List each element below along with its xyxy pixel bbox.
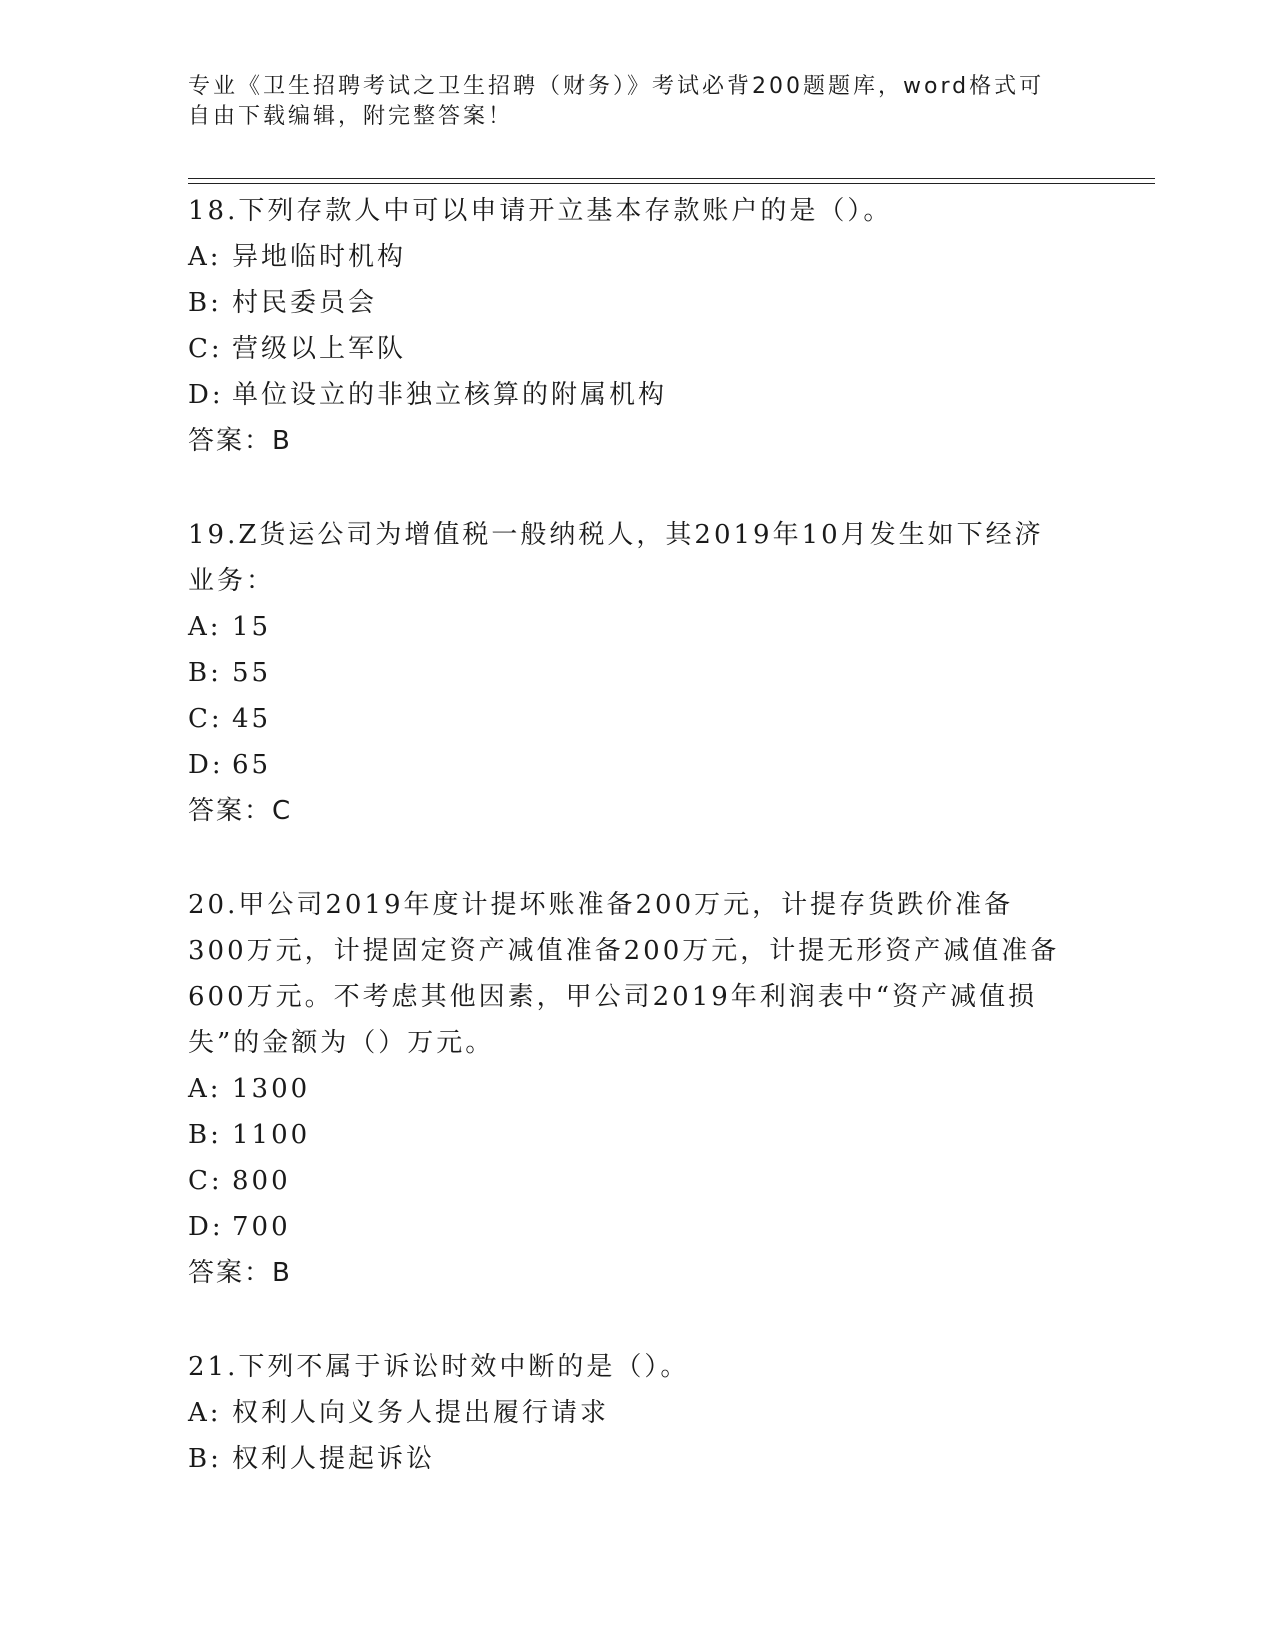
question-stem: 21.下列不属于诉讼时效中断的是（）。 xyxy=(188,1352,690,1382)
option-letter: B: xyxy=(188,288,222,318)
option-a xyxy=(188,1066,1068,1112)
option-c xyxy=(188,696,1068,742)
option-text: 异地临时机构 xyxy=(232,242,407,272)
option-b xyxy=(188,1436,1068,1482)
option-b xyxy=(188,650,1068,696)
document-header: 专业《卫生招聘考试之卫生招聘（财务）》考试必背200题题库，word格式可自由下载编辑，附完整答案！ xyxy=(188,74,1045,129)
option-a xyxy=(188,1390,1068,1436)
option-text: 权利人提起诉讼 xyxy=(232,1444,436,1474)
header-divider-bottom xyxy=(188,183,1155,184)
option-letter: B: xyxy=(188,1120,222,1150)
option-text: 1300 xyxy=(232,1074,311,1104)
option-text: 权利人向义务人提出履行请求 xyxy=(232,1398,610,1428)
option-a xyxy=(188,234,1068,280)
question-21 xyxy=(188,1344,1068,1482)
option-text: 55 xyxy=(232,658,272,688)
option-letter: D: xyxy=(188,750,224,780)
question-stem: 18.下列存款人中可以申请开立基本存款账户的是（）。 xyxy=(188,196,893,226)
option-letter: D: xyxy=(188,1212,224,1242)
answer-label: 答案：B xyxy=(188,1258,292,1288)
option-letter: C: xyxy=(188,334,223,364)
option-c xyxy=(188,1158,1068,1204)
option-letter: B: xyxy=(188,1444,222,1474)
question-20 xyxy=(188,882,1068,1296)
option-b xyxy=(188,280,1068,326)
option-b xyxy=(188,1112,1068,1158)
option-letter: A: xyxy=(188,1074,222,1104)
option-text: 65 xyxy=(232,750,272,780)
option-text: 700 xyxy=(232,1212,291,1242)
option-letter: B: xyxy=(188,658,222,688)
option-letter: A: xyxy=(188,612,222,642)
option-c xyxy=(188,326,1068,372)
option-text: 单位设立的非独立核算的附属机构 xyxy=(232,380,668,410)
option-letter: D: xyxy=(188,380,224,410)
option-text: 15 xyxy=(232,612,272,642)
option-letter: C: xyxy=(188,1166,223,1196)
option-text: 营级以上军队 xyxy=(232,334,407,364)
option-text: 800 xyxy=(232,1166,291,1196)
option-letter: A: xyxy=(188,1398,222,1428)
answer-label: 答案：B xyxy=(188,426,292,456)
question-19 xyxy=(188,512,1068,834)
question-stem: 19.Z货运公司为增值税一般纳税人，其2019年10月发生如下经济业务： xyxy=(188,520,1044,596)
option-d xyxy=(188,372,1068,418)
question-stem: 20.甲公司2019年度计提坏账准备200万元，计提存货跌价准备300万元，计提固定资产减值准备200万元，计提无形资产减值准备600万元。不考虑其他因素，甲公司2019年利润表中“资产减值损失”的金额为（）万元。 xyxy=(188,890,1060,1058)
option-d xyxy=(188,1204,1068,1250)
option-d xyxy=(188,742,1068,788)
option-letter: C: xyxy=(188,704,223,734)
question-list xyxy=(188,188,1068,1530)
question-18 xyxy=(188,188,1068,464)
option-a xyxy=(188,604,1068,650)
header-divider-top xyxy=(188,178,1155,179)
option-text: 1100 xyxy=(232,1120,311,1150)
answer-label: 答案：C xyxy=(188,796,293,826)
option-letter: A: xyxy=(188,242,222,272)
option-text: 45 xyxy=(232,704,272,734)
option-text: 村民委员会 xyxy=(232,288,378,318)
